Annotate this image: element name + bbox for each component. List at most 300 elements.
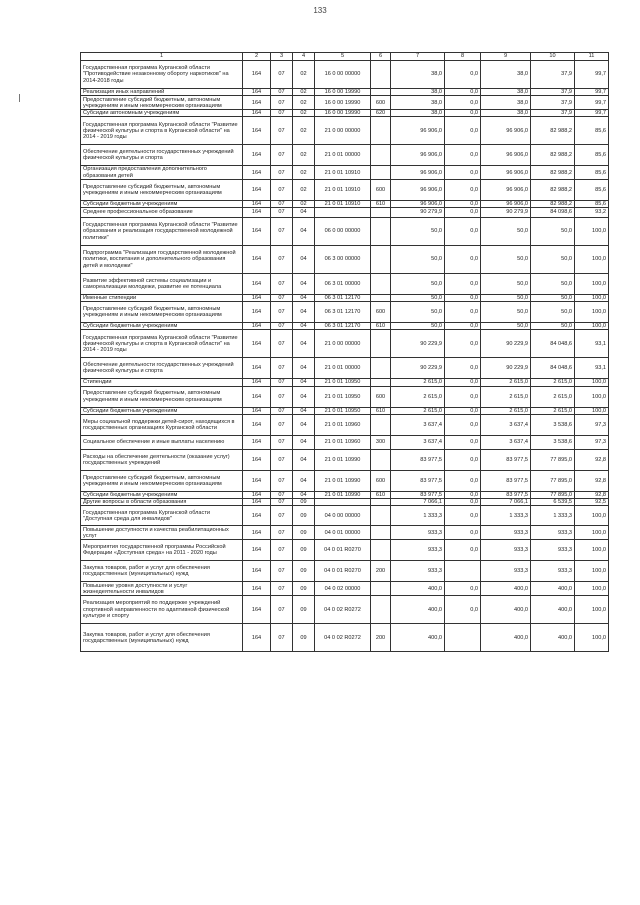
table-cell: 164 — [243, 379, 271, 386]
table-cell: 100,0 — [575, 526, 609, 540]
table-row — [81, 407, 609, 414]
table-cell: 0,0 — [445, 526, 481, 540]
table-cell: 164 — [243, 89, 271, 96]
table-cell: 02 — [293, 89, 315, 96]
table-row — [81, 506, 609, 526]
row-name-cell: Государственная программа Курганской области "Противодействие незаконному обороту наркотиков" на 2014-2018 годы — [81, 61, 243, 89]
table-cell: 77 895,0 — [531, 470, 575, 491]
row-name-cell: Субсидии автономным учреждениям — [81, 110, 243, 117]
table-cell: 164 — [243, 200, 271, 207]
row-name-cell: Предоставление субсидий бюджетным, автономным учреждениям и иным некоммерческим организациям — [81, 470, 243, 491]
table-cell: 85,6 — [575, 200, 609, 207]
table-row — [81, 596, 609, 624]
table-cell — [371, 117, 391, 145]
table-row — [81, 179, 609, 200]
table-row — [81, 89, 609, 96]
table-cell: 50,0 — [531, 218, 575, 246]
row-name-cell: Реализация мероприятий по поддержке учреждений спортивной направленности по адаптивной физической культуре и спорту — [81, 596, 243, 624]
table-cell: 100,0 — [575, 407, 609, 414]
table-cell: 2 615,0 — [391, 407, 445, 414]
table-cell: 0,0 — [445, 379, 481, 386]
table-cell: 07 — [271, 110, 293, 117]
table-cell: 82 988,2 — [531, 166, 575, 179]
row-name-cell: Предоставление субсидий бюджетным, автономным учреждениям и иным некоммерческим организациям — [81, 386, 243, 407]
table-cell: 610 — [371, 200, 391, 207]
table-cell: 3 637,4 — [391, 414, 445, 435]
table-cell: 85,6 — [575, 145, 609, 166]
table-cell: 50,0 — [391, 274, 445, 295]
table-cell: 09 — [293, 506, 315, 526]
table-cell: 50,0 — [391, 246, 445, 274]
table-cell: 07 — [271, 414, 293, 435]
table-cell: 84 048,6 — [531, 330, 575, 358]
table-row — [81, 491, 609, 498]
table-cell: 04 — [293, 218, 315, 246]
page-number: 133 — [313, 6, 327, 15]
table-cell: 06 0 00 00000 — [315, 218, 371, 246]
table-cell: 96 906,0 — [391, 179, 445, 200]
column-header: 2 — [243, 53, 271, 61]
table-cell: 50,0 — [481, 246, 531, 274]
table-cell: 164 — [243, 218, 271, 246]
table-cell: 164 — [243, 179, 271, 200]
table-cell: 164 — [243, 323, 271, 330]
table-cell: 07 — [271, 358, 293, 379]
row-name-cell: Государственная программа Курганской области "Развитие физической культуры и спорта в Курганской области" на 2014 - 2019 годы — [81, 117, 243, 145]
table-cell: 610 — [371, 323, 391, 330]
table-cell: 38,0 — [391, 89, 445, 96]
table-cell: 0,0 — [445, 386, 481, 407]
table-cell: 164 — [243, 499, 271, 506]
table-cell — [371, 596, 391, 624]
table-cell: 933,3 — [391, 540, 445, 561]
table-cell: 38,0 — [391, 96, 445, 110]
table-cell: 164 — [243, 246, 271, 274]
table-cell: 07 — [271, 491, 293, 498]
table-cell — [371, 414, 391, 435]
table-cell: 04 — [293, 449, 315, 470]
table-cell: 04 0 01 R0270 — [315, 540, 371, 561]
table-cell: 1 333,3 — [391, 506, 445, 526]
table-cell: 2 615,0 — [531, 407, 575, 414]
table-row — [81, 218, 609, 246]
table-cell: 99,7 — [575, 110, 609, 117]
row-name-cell: Закупка товаров, работ и услуг для обеспечения государственных (муниципальных) нужд — [81, 624, 243, 652]
table-cell: 0,0 — [445, 295, 481, 302]
table-cell: 400,0 — [391, 582, 445, 596]
table-cell — [371, 61, 391, 89]
table-cell: 82 988,2 — [531, 145, 575, 166]
table-cell: 02 — [293, 117, 315, 145]
table-cell: 02 — [293, 200, 315, 207]
table-cell: 7 066,1 — [391, 499, 445, 506]
table-cell: 50,0 — [481, 323, 531, 330]
table-cell: 0,0 — [445, 506, 481, 526]
table-cell: 04 — [293, 379, 315, 386]
table-cell: 97,3 — [575, 435, 609, 449]
table-cell: 07 — [271, 596, 293, 624]
table-cell: 37,9 — [531, 61, 575, 89]
table-cell: 85,6 — [575, 179, 609, 200]
table-cell: 09 — [293, 582, 315, 596]
table-cell: 38,0 — [481, 61, 531, 89]
table-cell: 99,7 — [575, 89, 609, 96]
table-cell: 96 906,0 — [481, 179, 531, 200]
table-cell: 16 0 00 19990 — [315, 89, 371, 96]
table-cell: 0,0 — [445, 499, 481, 506]
table-cell: 02 — [293, 61, 315, 89]
table-row — [81, 295, 609, 302]
column-header: 11 — [575, 53, 609, 61]
table-cell: 02 — [293, 145, 315, 166]
table-cell: 933,3 — [531, 561, 575, 582]
table-cell: 07 — [271, 386, 293, 407]
table-cell: 164 — [243, 470, 271, 491]
table-cell: 50,0 — [391, 302, 445, 323]
table-cell: 04 0 02 R0272 — [315, 624, 371, 652]
table-cell: 0,0 — [445, 89, 481, 96]
table-cell: 164 — [243, 302, 271, 323]
table-row — [81, 561, 609, 582]
table-cell — [371, 582, 391, 596]
table-cell: 164 — [243, 295, 271, 302]
table-cell: 07 — [271, 200, 293, 207]
table-cell: 06 3 01 12170 — [315, 323, 371, 330]
table-cell: 07 — [271, 295, 293, 302]
table-cell: 07 — [271, 302, 293, 323]
column-header: 7 — [391, 53, 445, 61]
table-cell: 96 906,0 — [481, 117, 531, 145]
table-cell: 50,0 — [531, 246, 575, 274]
row-name-cell: Реализация иных направлений — [81, 89, 243, 96]
table-cell — [371, 506, 391, 526]
table-cell: 07 — [271, 330, 293, 358]
table-cell: 07 — [271, 166, 293, 179]
table-cell: 07 — [271, 218, 293, 246]
table-cell: 07 — [271, 89, 293, 96]
table-cell: 50,0 — [481, 274, 531, 295]
row-name-cell: Обеспечение деятельности государственных учреждений физической культуры и спорта — [81, 145, 243, 166]
table-cell: 164 — [243, 145, 271, 166]
table-cell: 21 0 01 10990 — [315, 449, 371, 470]
table-cell: 04 — [293, 470, 315, 491]
table-cell: 164 — [243, 358, 271, 379]
table-cell: 600 — [371, 96, 391, 110]
table-cell: 400,0 — [481, 624, 531, 652]
table-cell: 83 977,5 — [391, 449, 445, 470]
table-row — [81, 386, 609, 407]
table-row — [81, 379, 609, 386]
table-cell: 0,0 — [445, 407, 481, 414]
table-cell: 07 — [271, 561, 293, 582]
table-cell: 164 — [243, 526, 271, 540]
table-cell: 21 0 01 10910 — [315, 200, 371, 207]
table-cell: 06 3 01 12170 — [315, 302, 371, 323]
table-cell: 100,0 — [575, 323, 609, 330]
table-cell: 06 3 01 12170 — [315, 295, 371, 302]
table-cell: 84 048,6 — [531, 358, 575, 379]
table-cell — [315, 499, 371, 506]
table-cell: 07 — [271, 145, 293, 166]
table-cell: 04 — [293, 358, 315, 379]
table-cell: 07 — [271, 379, 293, 386]
table-cell: 933,3 — [531, 526, 575, 540]
table-cell: 09 — [293, 561, 315, 582]
row-name-cell: Среднее профессиональное образование — [81, 208, 243, 218]
table-row — [81, 274, 609, 295]
table-cell: 90 279,9 — [391, 208, 445, 218]
table-cell: 04 — [293, 414, 315, 435]
table-cell: 0,0 — [445, 435, 481, 449]
table-row — [81, 526, 609, 540]
table-cell — [371, 499, 391, 506]
table-cell: 82 988,2 — [531, 179, 575, 200]
table-cell: 100,0 — [575, 582, 609, 596]
table-cell: 2 615,0 — [391, 386, 445, 407]
row-name-cell: Мероприятия государственной программы Российской Федерации «Доступная среда» на 2011 - 2020 годы — [81, 540, 243, 561]
table-cell: 100,0 — [575, 386, 609, 407]
table-cell: 83 977,5 — [481, 449, 531, 470]
table-cell: 38,0 — [481, 96, 531, 110]
table-cell: 0,0 — [445, 96, 481, 110]
table-cell: 04 — [293, 208, 315, 218]
table-cell: 100,0 — [575, 218, 609, 246]
table-cell: 164 — [243, 491, 271, 498]
table-cell: 21 0 01 00000 — [315, 145, 371, 166]
row-name-cell: Социальное обеспечение и иные выплаты населению — [81, 435, 243, 449]
table-cell: 93,1 — [575, 358, 609, 379]
table-body — [81, 61, 609, 652]
table-cell — [445, 561, 481, 582]
table-cell — [371, 246, 391, 274]
table-cell: 38,0 — [391, 110, 445, 117]
table-cell: 09 — [293, 526, 315, 540]
table-cell: 04 — [293, 246, 315, 274]
table-cell: 400,0 — [481, 582, 531, 596]
table-cell: 164 — [243, 117, 271, 145]
column-header: 4 — [293, 53, 315, 61]
table-row — [81, 166, 609, 179]
table-cell: 400,0 — [481, 596, 531, 624]
table-cell: 04 — [293, 435, 315, 449]
table-cell: 164 — [243, 596, 271, 624]
table-cell: 04 — [293, 295, 315, 302]
table-cell: 933,3 — [481, 526, 531, 540]
table-cell: 21 0 01 10910 — [315, 166, 371, 179]
table-cell: 02 — [293, 110, 315, 117]
row-name-cell: Субсидии бюджетным учреждениям — [81, 491, 243, 498]
table-cell: 90 279,9 — [481, 208, 531, 218]
table-cell: 164 — [243, 386, 271, 407]
table-cell: 164 — [243, 330, 271, 358]
table-cell: 07 — [271, 435, 293, 449]
table-cell: 06 3 01 00000 — [315, 274, 371, 295]
table-cell: 100,0 — [575, 561, 609, 582]
table-cell: 0,0 — [445, 596, 481, 624]
table-cell: 99,7 — [575, 61, 609, 89]
table-cell: 04 0 02 R0272 — [315, 596, 371, 624]
table-cell: 100,0 — [575, 596, 609, 624]
table-cell: 07 — [271, 96, 293, 110]
table-cell: 07 — [271, 449, 293, 470]
table-cell: 09 — [293, 499, 315, 506]
table-row — [81, 449, 609, 470]
table-cell: 610 — [371, 407, 391, 414]
table-cell: 164 — [243, 407, 271, 414]
table-cell: 06 3 00 00000 — [315, 246, 371, 274]
table-cell: 82 988,2 — [531, 117, 575, 145]
table-cell — [371, 449, 391, 470]
row-name-cell: Субсидии бюджетным учреждениям — [81, 407, 243, 414]
table-cell: 1 333,3 — [481, 506, 531, 526]
table-cell: 90 229,9 — [391, 358, 445, 379]
table-row — [81, 145, 609, 166]
table-cell: 90 229,9 — [481, 358, 531, 379]
table-cell: 50,0 — [481, 295, 531, 302]
table-cell — [371, 274, 391, 295]
table-cell: 0,0 — [445, 117, 481, 145]
table-cell: 96 906,0 — [391, 200, 445, 207]
table-row — [81, 200, 609, 207]
table-cell: 50,0 — [481, 302, 531, 323]
table-cell: 2 615,0 — [481, 386, 531, 407]
table-cell: 38,0 — [481, 110, 531, 117]
table-cell: 164 — [243, 208, 271, 218]
table-cell: 96 906,0 — [391, 117, 445, 145]
row-name-cell: Именные стипендии — [81, 295, 243, 302]
table-cell: 93,2 — [575, 208, 609, 218]
table-cell: 04 — [293, 323, 315, 330]
table-cell: 38,0 — [391, 61, 445, 89]
table-cell: 400,0 — [391, 624, 445, 652]
table-cell: 3 637,4 — [481, 435, 531, 449]
table-cell: 90 229,9 — [391, 330, 445, 358]
table-cell: 0,0 — [445, 61, 481, 89]
table-cell: 04 0 02 00000 — [315, 582, 371, 596]
table-cell: 16 0 00 00000 — [315, 61, 371, 89]
row-name-cell: Государственная программа Курганской области "Развитие образования и реализация государственной молодежной политики" — [81, 218, 243, 246]
row-name-cell: Предоставление субсидий бюджетным, автономным учреждениям и иным некоммерческим организациям — [81, 302, 243, 323]
table-cell: 400,0 — [391, 596, 445, 624]
table-cell: 21 0 01 10910 — [315, 179, 371, 200]
table-cell: 7 066,1 — [481, 499, 531, 506]
table-cell: 0,0 — [445, 200, 481, 207]
table-cell: 07 — [271, 323, 293, 330]
table-cell: 200 — [371, 561, 391, 582]
table-cell: 610 — [371, 491, 391, 498]
table-cell: 164 — [243, 166, 271, 179]
table-cell: 04 — [293, 491, 315, 498]
table-cell: 3 538,6 — [531, 414, 575, 435]
table-cell: 3 538,6 — [531, 435, 575, 449]
table-cell: 0,0 — [445, 145, 481, 166]
row-name-cell: Стипендии — [81, 379, 243, 386]
table-cell: 100,0 — [575, 379, 609, 386]
table-cell: 07 — [271, 526, 293, 540]
table-cell: 200 — [371, 624, 391, 652]
table-cell: 09 — [293, 596, 315, 624]
table-cell: 85,6 — [575, 166, 609, 179]
table-cell — [371, 166, 391, 179]
table-cell: 07 — [271, 407, 293, 414]
table-cell: 100,0 — [575, 295, 609, 302]
table-cell: 0,0 — [445, 110, 481, 117]
table-cell: 21 0 01 10950 — [315, 386, 371, 407]
table-row — [81, 330, 609, 358]
table-cell — [371, 295, 391, 302]
row-name-cell: Другие вопросы в области образования — [81, 499, 243, 506]
table-cell: 50,0 — [481, 218, 531, 246]
row-name-cell: Субсидии бюджетным учреждениям — [81, 323, 243, 330]
row-name-cell: Предоставление субсидий бюджетным, автономным учреждениям и иным некоммерческим организациям — [81, 96, 243, 110]
row-name-cell: Предоставление субсидий бюджетным, автономным учреждениям и иным некоммерческим организациям — [81, 179, 243, 200]
table-cell: 3 637,4 — [481, 414, 531, 435]
table-cell: 100,0 — [575, 302, 609, 323]
table-cell: 164 — [243, 414, 271, 435]
table-cell: 93,1 — [575, 330, 609, 358]
table-cell — [371, 358, 391, 379]
table-cell: 50,0 — [531, 302, 575, 323]
table-cell: 100,0 — [575, 274, 609, 295]
row-name-cell: Повышение уровня доступности и услуг жизнедеятельности инвалидов — [81, 582, 243, 596]
table-cell: 82 988,2 — [531, 200, 575, 207]
table-cell — [371, 330, 391, 358]
table-row — [81, 499, 609, 506]
table-cell: 90 229,9 — [481, 330, 531, 358]
table-cell: 07 — [271, 274, 293, 295]
table-cell: 07 — [271, 624, 293, 652]
table-cell: 2 615,0 — [531, 379, 575, 386]
table-cell: 07 — [271, 540, 293, 561]
table-cell: 50,0 — [531, 295, 575, 302]
table-cell: 933,3 — [391, 526, 445, 540]
table-cell: 164 — [243, 274, 271, 295]
row-name-cell: Меры социальной поддержки детей-сирот, находящихся в государственных организациях Курганской области — [81, 414, 243, 435]
table-cell: 0,0 — [445, 582, 481, 596]
table-row — [81, 96, 609, 110]
table-row — [81, 624, 609, 652]
table-cell: 0,0 — [445, 179, 481, 200]
table-cell — [371, 145, 391, 166]
table-cell: 96 906,0 — [481, 145, 531, 166]
table-cell: 21 0 01 10990 — [315, 470, 371, 491]
table-cell: 933,3 — [391, 561, 445, 582]
table-cell: 07 — [271, 499, 293, 506]
table-cell: 83 977,5 — [391, 470, 445, 491]
column-header: 8 — [445, 53, 481, 61]
column-header: 5 — [315, 53, 371, 61]
table-cell: 50,0 — [531, 274, 575, 295]
table-cell: 04 — [293, 330, 315, 358]
table-cell: 77 895,0 — [531, 449, 575, 470]
table-row — [81, 540, 609, 561]
table-row — [81, 435, 609, 449]
table-cell: 16 0 00 19990 — [315, 110, 371, 117]
table-cell: 96 906,0 — [481, 200, 531, 207]
table-cell: 21 0 01 00000 — [315, 358, 371, 379]
table-cell: 21 0 01 10960 — [315, 435, 371, 449]
table-cell: 50,0 — [531, 323, 575, 330]
table-cell: 2 615,0 — [481, 379, 531, 386]
table-cell: 04 — [293, 302, 315, 323]
column-header: 9 — [481, 53, 531, 61]
table-cell: 100,0 — [575, 624, 609, 652]
table-cell: 50,0 — [391, 295, 445, 302]
table-cell: 0,0 — [445, 302, 481, 323]
table-cell — [315, 208, 371, 218]
table-cell: 600 — [371, 386, 391, 407]
table-cell: 50,0 — [391, 218, 445, 246]
